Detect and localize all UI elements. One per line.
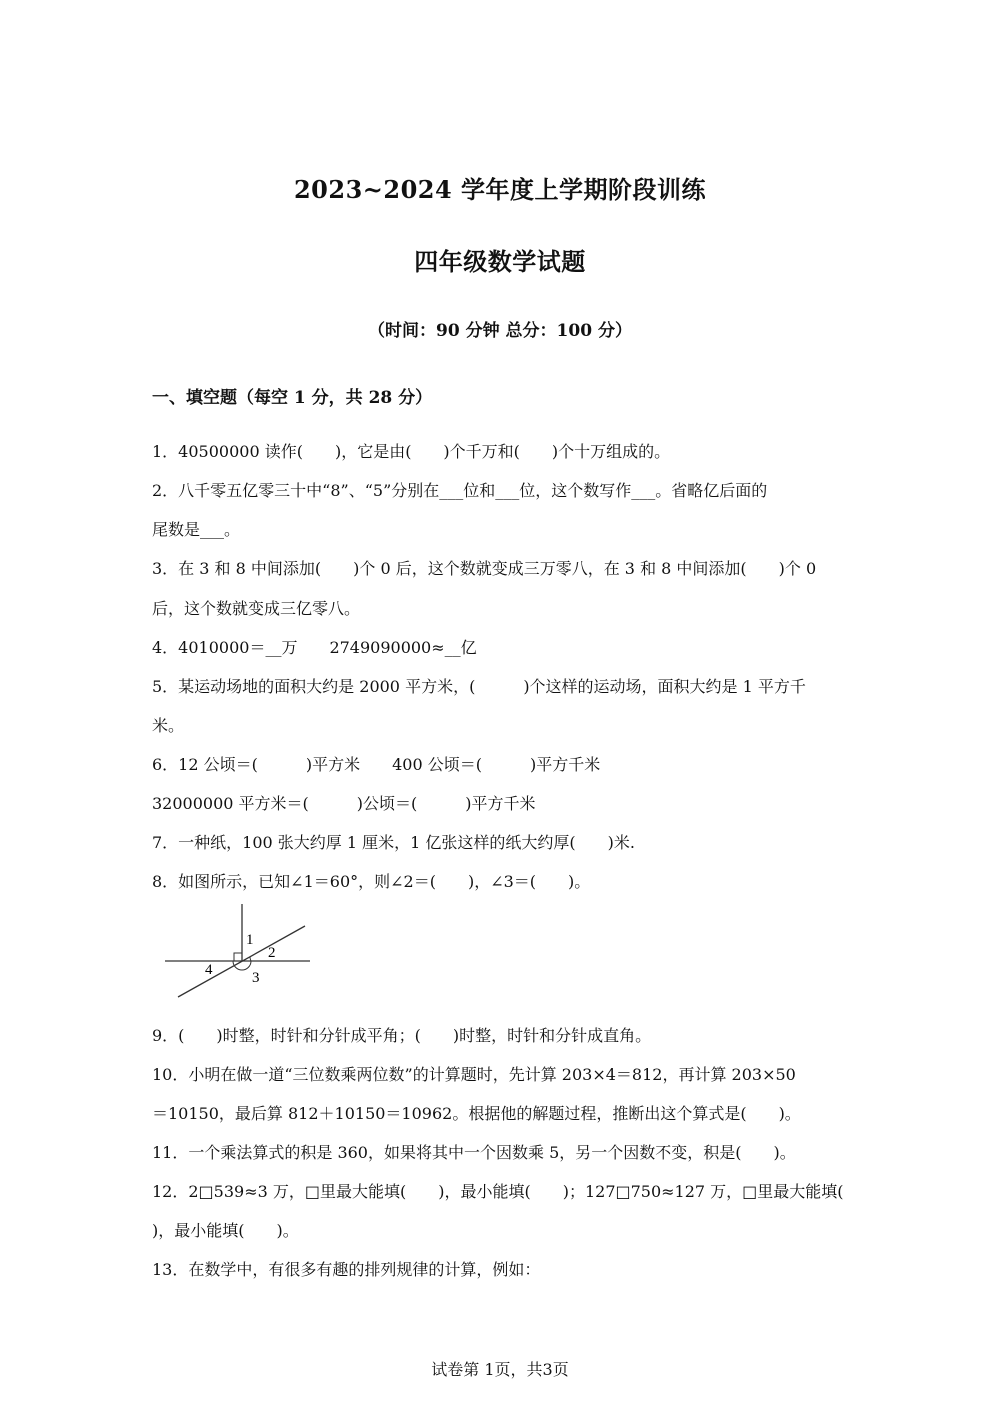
question-line: 3．在 3 和 8 中间添加( )个 0 后，这个数就变成三万零八，在 3 和 8 中间添加( )个 0 — [152, 559, 817, 578]
question-line: 米。 — [152, 716, 185, 735]
question-line: 后，这个数就变成三亿零八。 — [152, 599, 361, 618]
question-line: 1．40500000 读作( )，它是由( )个千万和( )个十万组成的。 — [152, 442, 671, 461]
question-line: 8．如图所示，已知∠1＝60°，则∠2＝( )，∠3＝( )。 — [152, 872, 591, 891]
exam-title: 2023~2024 学年度上学期阶段训练 — [293, 175, 707, 204]
question-line: 7．一种纸，100 张大约厚 1 厘米，1 亿张这样的纸大约厚( )米. — [152, 833, 635, 852]
exam-subject-title: 四年级数学试题 — [414, 247, 586, 276]
question-line: 11．一个乘法算式的积是 360，如果将其中一个因数乘 5，另一个因数不变，积是( )。 — [152, 1143, 796, 1162]
question-line: 32000000 平方米＝( )公顷＝( )平方千米 — [152, 794, 536, 813]
page-footer: 试卷第 1页，共3页 — [431, 1360, 569, 1379]
question-line: 9．( )时整，时针和分针成平角；( )时整，时针和分针成直角。 — [152, 1026, 652, 1045]
question-line: 13．在数学中，有很多有趣的排列规律的计算，例如： — [152, 1260, 541, 1279]
exam-time-score: （时间：90 分钟 总分：100 分） — [368, 321, 632, 341]
angle-label-3: 3 — [252, 970, 260, 986]
question-line: 5．某运动场地的面积大约是 2000 平方米，( )个这样的运动场，面积大约是 1 平方千 — [152, 677, 806, 696]
question-line: 6．12 公顷＝( )平方米 400 公顷＝( )平方千米 — [152, 755, 601, 774]
section-heading-fill-blank: 一、填空题（每空 1 分，共 28 分） — [152, 388, 433, 408]
question-line: )，最小能填( )。 — [152, 1221, 299, 1240]
angle-arc-3 — [233, 961, 251, 970]
angle-label-4: 4 — [205, 962, 213, 978]
right-angle-mark — [234, 953, 242, 961]
question-line: 10．小明在做一道“三位数乘两位数”的计算题时，先计算 203×4＝812，再计算 203×50 — [152, 1065, 796, 1084]
question-line: 12．2□539≈3 万，□里最大能填( )，最小能填( )；127□750≈127 万，□里最大能填( — [152, 1182, 844, 1201]
angle-label-2: 2 — [268, 945, 276, 961]
angle-figure — [160, 900, 320, 1000]
question-line: 尾数是___。 — [152, 520, 241, 539]
question-line: 2．八千零五亿零三十中“8”、“5”分别在___位和___位，这个数写作___。省略亿后面的 — [152, 481, 768, 500]
question-line: 4．4010000＝__万 2749090000≈__亿 — [152, 638, 477, 657]
angle-label-1: 1 — [246, 932, 254, 948]
question-line: ＝10150，最后算 812＋10150＝10962。根据他的解题过程，推断出这个算式是( )。 — [152, 1104, 801, 1123]
